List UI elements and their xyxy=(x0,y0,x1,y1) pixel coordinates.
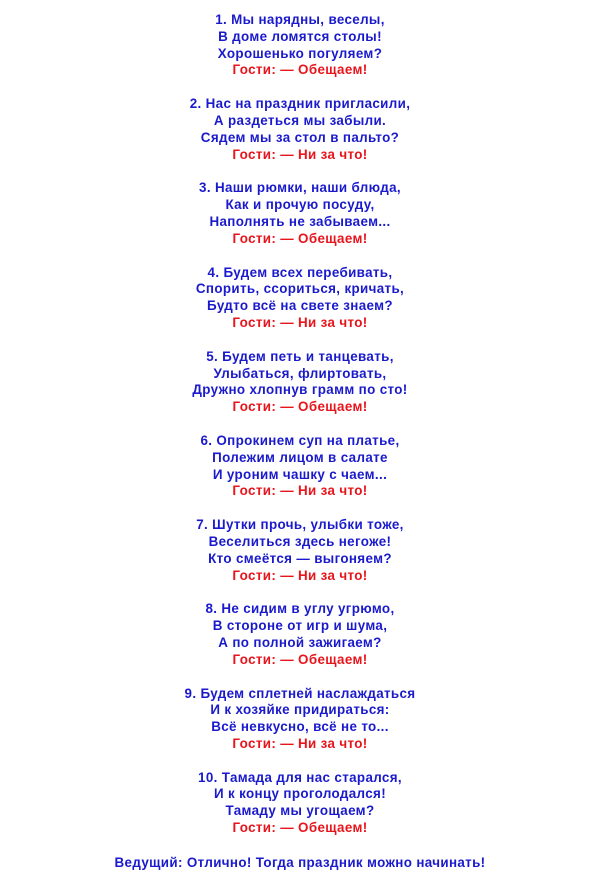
stanza-3 xyxy=(0,180,600,247)
stanza-8 xyxy=(0,601,600,668)
guests-response: Гости: — Ни за что! xyxy=(232,735,368,751)
stanza-line: Наполнять не забываем... xyxy=(209,213,391,229)
stanza-1 xyxy=(0,12,600,79)
stanza-line: Хорошенько погуляем? xyxy=(217,45,383,61)
stanza-6 xyxy=(0,433,600,500)
stanza-7 xyxy=(0,517,600,584)
stanza-line: Дружно хлопнув грамм по сто! xyxy=(192,382,408,398)
stanza-line: Будто всё на свете знаем? xyxy=(207,298,393,314)
stanza-line: В доме ломятся столы! xyxy=(218,28,382,44)
stanza-5 xyxy=(0,349,600,416)
stanza-10 xyxy=(0,770,600,837)
guests-response: Гости: — Ни за что! xyxy=(232,567,368,583)
stanza-4 xyxy=(0,265,600,332)
stanza-line: 7. Шутки прочь, улыбки тоже, xyxy=(196,517,404,533)
stanza-line: 6. Опрокинем суп на платье, xyxy=(200,432,400,448)
stanza-line: Полежим лицом в салате xyxy=(212,449,388,465)
guests-response: Гости: — Обещаем! xyxy=(232,62,368,78)
stanza-line: Улыбаться, флиртовать, xyxy=(213,365,387,381)
stanza-line: Сядем мы за стол в пальто? xyxy=(200,129,400,145)
stanza-line: 4. Будем всех перебивать, xyxy=(207,264,393,280)
guests-response: Гости: — Обещаем! xyxy=(232,230,368,246)
stanza-line: 5. Будем петь и танцевать, xyxy=(206,348,394,364)
guests-response: Гости: — Ни за что! xyxy=(232,314,368,330)
stanza-line: И к концу проголодался! xyxy=(213,786,387,802)
stanza-line: Спорить, ссориться, кричать, xyxy=(195,281,405,297)
stanza-line: И к хозяйке придираться: xyxy=(210,702,390,718)
poem xyxy=(0,12,600,854)
stanza-line: А по полной зажигаем? xyxy=(218,634,382,650)
guests-response: Гости: — Ни за что! xyxy=(232,483,368,499)
host-closing-line: Ведущий: Отлично! Тогда праздник можно начинать! xyxy=(114,855,486,870)
guests-response: Гости: — Ни за что! xyxy=(232,146,368,162)
stanza-line: И уроним чашку с чаем... xyxy=(212,466,388,482)
stanza-line: 3. Наши рюмки, наши блюда, xyxy=(199,180,401,196)
stanza-line: 1. Мы нарядны, веселы, xyxy=(215,12,385,27)
stanza-line: А раздеться мы забыли. xyxy=(213,112,387,128)
stanza-line: 2. Нас на праздник пригласили, xyxy=(189,96,411,112)
guests-response: Гости: — Обещаем! xyxy=(232,399,368,415)
stanza-line: Как и прочую посуду, xyxy=(225,197,375,213)
stanza-2 xyxy=(0,96,600,163)
guests-response: Гости: — Обещаем! xyxy=(232,651,368,667)
stanza-line: 10. Тамада для нас старался, xyxy=(198,769,402,785)
stanza-line: Веселиться здесь негоже! xyxy=(208,533,392,549)
stanza-line: 8. Не сидим в углу угрюмо, xyxy=(205,601,395,617)
stanza-9 xyxy=(0,686,600,753)
guests-response: Гости: — Обещаем! xyxy=(232,820,368,836)
stanza-line: В стороне от игр и шума, xyxy=(212,618,388,634)
stanza-line: 9. Будем сплетней наслаждаться xyxy=(184,685,416,701)
stanza-line: Всё невкусно, всё не то... xyxy=(211,719,389,735)
stanza-line: Кто смеётся — выгоняем? xyxy=(208,550,392,566)
stanza-line: Тамаду мы угощаем? xyxy=(225,803,375,819)
